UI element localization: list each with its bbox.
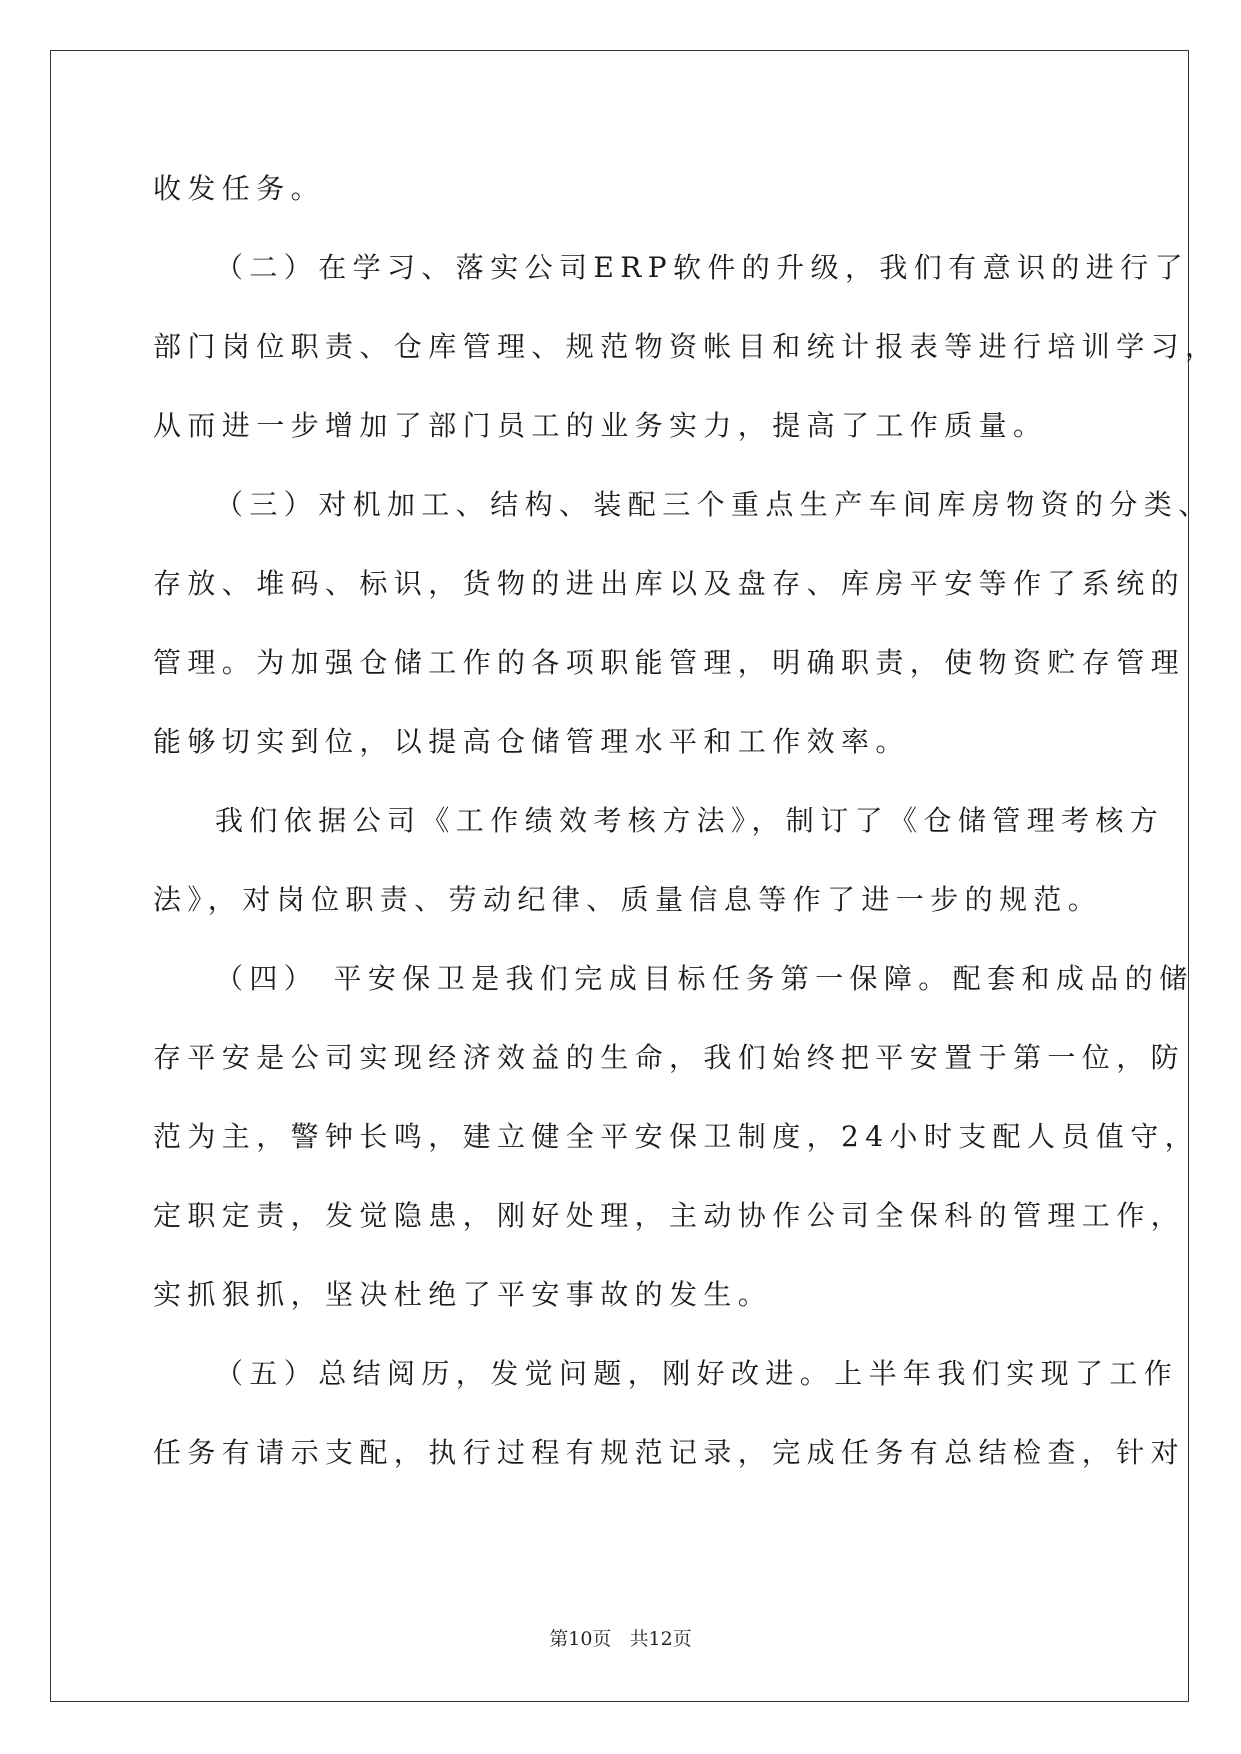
body-text-line: 部门岗位职责、仓库管理、规范物资帐目和统计报表等进行培训学习， [153, 330, 1220, 363]
body-text-line: 定职定责，发觉隐患，刚好处理，主动协作公司全保科的管理工作， [153, 1199, 1186, 1232]
body-text-line: （五）总结阅历，发觉问题，刚好改进。上半年我们实现了工作 [215, 1357, 1179, 1390]
body-text-line: 范为主，警钟长鸣，建立健全平安保卫制度，24小时支配人员值守， [153, 1120, 1200, 1153]
body-text-line: 收发任务。 [153, 172, 326, 205]
page-number-footer: 第10页 共12页 [549, 1628, 692, 1650]
body-text-line: 能够切实到位，以提高仓储管理水平和工作效率。 [153, 725, 910, 758]
body-text-line: 管理。为加强仓储工作的各项职能管理，明确职责，使物资贮存管理 [153, 646, 1186, 679]
body-text-line: 法》，对岗位职责、劳动纪律、质量信息等作了进一步的规范。 [153, 883, 1103, 916]
body-text-line: 从而进一步增加了部门员工的业务实力，提高了工作质量。 [153, 409, 1048, 442]
document-body [153, 160, 1220, 1503]
body-text-line: 实抓狠抓，坚决杜绝了平安事故的发生。 [153, 1278, 773, 1311]
body-text-line: 存放、堆码、标识，货物的进出库以及盘存、库房平安等作了系统的 [153, 567, 1186, 600]
body-text-line: （三）对机加工、结构、装配三个重点生产车间库房物资的分类、 [215, 488, 1213, 521]
body-text-line: （二）在学习、落实公司ERP软件的升级，我们有意识的进行了 [215, 251, 1189, 284]
body-text-line: （四） 平安保卫是我们完成目标任务第一保障。配套和成品的储 [215, 962, 1194, 995]
body-text-line: 任务有请示支配，执行过程有规范记录，完成任务有总结检查，针对 [153, 1436, 1186, 1469]
body-text-line: 存平安是公司实现经济效益的生命，我们始终把平安置于第一位，防 [153, 1041, 1186, 1074]
body-text-line: 我们依据公司《工作绩效考核方法》，制订了《仓储管理考核方 [215, 804, 1165, 837]
